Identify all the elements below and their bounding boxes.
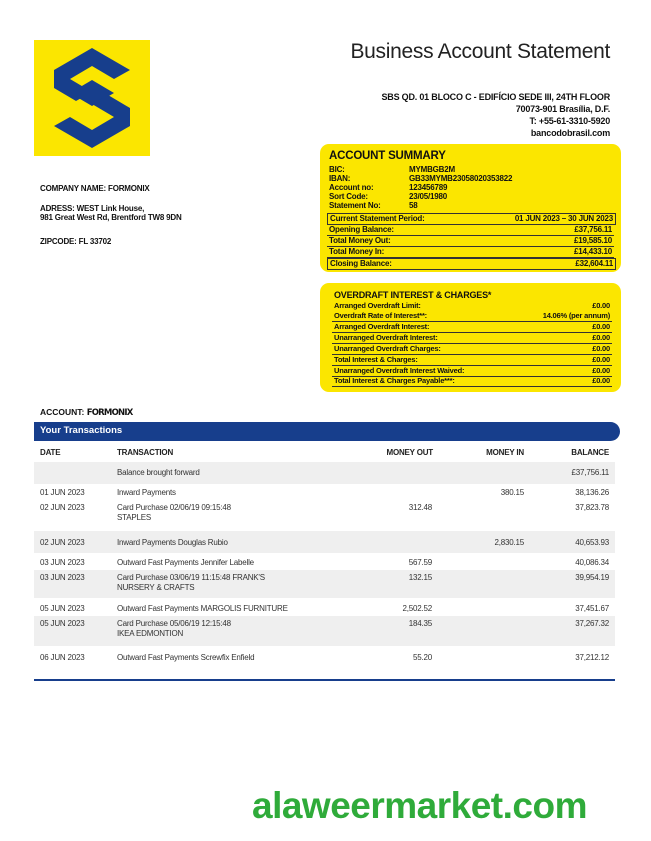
row-money-out: 2,502.52	[402, 604, 432, 613]
summary-detail-value: GB33MYMB23058020353822	[409, 174, 513, 183]
row-money-in: 380.15	[500, 488, 524, 497]
document-title: Business Account Statement	[350, 40, 610, 63]
overdraft-row	[332, 311, 612, 322]
overdraft-row	[332, 344, 612, 355]
row-description-line2: NURSERY & CRAFTS	[117, 583, 195, 592]
row-balance: 40,086.34	[575, 558, 609, 567]
summary-row-label: Opening Balance:	[329, 225, 394, 234]
overdraft-row-value: £0.00	[592, 376, 610, 385]
overdraft-row-value: £0.00	[592, 322, 610, 331]
summary-row-value: £19,585.10	[573, 236, 612, 245]
watermark: alaweermarket.com	[252, 785, 587, 826]
row-money-out: 567.59	[408, 558, 432, 567]
overdraft-row-label: Total Interest & Charges:	[334, 355, 418, 364]
row-balance: 37,451.67	[575, 604, 609, 613]
summary-row-label: Closing Balance:	[330, 259, 392, 268]
table-row	[34, 555, 615, 570]
table-bottom-rule	[34, 679, 615, 681]
overdraft-heading: OVERDRAFT INTEREST & CHARGES*	[334, 290, 492, 300]
row-money-out: 184.35	[408, 619, 432, 628]
summary-detail-value: 58	[409, 201, 418, 210]
row-money-out: 55.20	[412, 653, 432, 662]
row-balance: 37,212.12	[575, 653, 609, 662]
bank-phone: T: +55-61-3310-5920	[529, 116, 610, 126]
row-description-line2: STAPLES	[117, 513, 152, 522]
overdraft-row-label: Total Interest & Charges Payable***:	[334, 376, 455, 385]
row-date: 03 JUN 2023	[40, 558, 85, 567]
summary-row	[327, 258, 616, 270]
row-balance: £37,756.11	[571, 468, 609, 477]
table-row	[34, 500, 615, 530]
column-header-transaction: TRANSACTION	[117, 448, 174, 457]
account-label: ACCOUNT:	[40, 407, 87, 417]
summary-row	[327, 247, 614, 258]
account-summary-box	[320, 144, 621, 272]
column-header-money-out: MONEY OUT	[386, 448, 433, 457]
summary-row-value: £32,604.11	[575, 259, 613, 268]
overdraft-row	[332, 355, 612, 366]
row-date: 03 JUN 2023	[40, 573, 85, 582]
row-description: Outward Fast Payments Screwfix Enfield	[117, 653, 255, 662]
account-line	[40, 407, 132, 418]
table-row	[34, 462, 615, 484]
summary-row	[327, 225, 614, 236]
overdraft-row-label: Unarranged Overdraft Interest Waived:	[334, 366, 465, 375]
row-description-line2: IKEA EDMONTION	[117, 629, 184, 638]
overdraft-row-label: Unarranged Overdraft Interest:	[334, 333, 438, 342]
column-header-money-in: MONEY IN	[486, 448, 524, 457]
summary-detail-label: IBAN:	[329, 174, 351, 183]
row-description: Card Purchase 02/06/19 09:15:48	[117, 503, 231, 512]
table-row	[34, 601, 615, 616]
table-row	[34, 485, 615, 500]
row-date: 05 JUN 2023	[40, 604, 85, 613]
overdraft-row-label: Unarranged Overdraft Charges:	[334, 344, 441, 353]
row-money-out: 132.15	[408, 573, 432, 582]
summary-row	[327, 236, 614, 247]
row-date: 01 JUN 2023	[40, 488, 85, 497]
banco-do-brasil-logo-icon	[34, 40, 150, 156]
summary-row-value: £14,433.10	[573, 247, 612, 256]
summary-detail	[329, 165, 455, 174]
summary-detail-label: Account no:	[329, 183, 374, 192]
row-balance: 38,136.26	[575, 488, 609, 497]
row-description: Inward Payments Douglas Rubio	[117, 538, 228, 547]
row-date: 02 JUN 2023	[40, 538, 85, 547]
overdraft-charges-box	[320, 283, 621, 392]
company-zipcode: ZIPCODE: FL 33702	[40, 237, 112, 246]
row-date: 05 JUN 2023	[40, 619, 85, 628]
summary-detail	[329, 201, 418, 210]
summary-detail-value: 23/05/1980	[409, 192, 448, 201]
overdraft-row-value: £0.00	[592, 301, 610, 310]
overdraft-row-value: £0.00	[592, 355, 610, 364]
row-balance: 37,823.78	[575, 503, 609, 512]
company-address-line2: 981 Great West Rd, Brentford TW8 9DN	[40, 213, 182, 222]
table-row	[34, 616, 615, 646]
row-balance: 40,653.93	[575, 538, 609, 547]
company-name: COMPANY NAME: FORMONIX	[40, 184, 150, 193]
row-balance: 37,267.32	[575, 619, 609, 628]
summary-detail-value: MYMBGB2M	[409, 165, 455, 174]
summary-row-value: £37,756.11	[574, 225, 612, 234]
overdraft-row-label: Arranged Overdraft Interest:	[334, 322, 430, 331]
overdraft-row	[332, 333, 612, 344]
summary-detail	[329, 192, 448, 201]
column-header-date: DATE	[40, 448, 61, 457]
overdraft-row-label: Arranged Overdraft Limit:	[334, 301, 421, 310]
account-summary-heading: ACCOUNT SUMMARY	[329, 150, 446, 162]
row-description: Card Purchase 03/06/19 11:15:48 FRANK'S	[117, 573, 265, 582]
summary-detail-label: Statement No:	[329, 201, 381, 210]
summary-detail-label: Sort Code:	[329, 192, 368, 201]
bank-address-line: 70073-901 Brasília, D.F.	[515, 104, 610, 114]
row-balance: 39,954.19	[575, 573, 609, 582]
account-name: FORMONIX	[86, 408, 133, 418]
overdraft-row-value: £0.00	[592, 366, 610, 375]
overdraft-row-value: £0.00	[592, 333, 610, 342]
overdraft-row-value: 14.06% (per annum)	[542, 311, 610, 320]
table-row	[34, 570, 615, 598]
row-money-out: 312.48	[408, 503, 432, 512]
summary-row-label: Total Money Out:	[329, 236, 391, 245]
overdraft-row-label: Overdraft Rate of Interest**:	[334, 311, 427, 320]
table-row	[34, 531, 615, 553]
overdraft-row	[332, 301, 612, 311]
row-money-in: 2,830.15	[494, 538, 524, 547]
row-description: Balance brought forward	[117, 468, 200, 477]
bank-website: bancodobrasil.com	[530, 128, 610, 138]
overdraft-row	[332, 322, 612, 333]
overdraft-row	[332, 376, 612, 387]
summary-row-label: Current Statement Period:	[330, 214, 425, 223]
summary-detail	[329, 183, 448, 192]
transactions-title: Your Transactions	[40, 425, 123, 436]
bank-address-line: SBS QD. 01 BLOCO C - EDIFÍCIO SEDE III, 24TH FLOOR	[381, 92, 610, 102]
summary-detail-label: BIC:	[329, 165, 345, 174]
summary-row	[327, 213, 616, 225]
summary-detail	[329, 174, 513, 183]
summary-row-value: 01 JUN 2023 – 30 JUN 2023	[514, 214, 613, 223]
row-description: Card Purchase 05/06/19 12:15:48	[117, 619, 231, 628]
row-date: 02 JUN 2023	[40, 503, 85, 512]
table-row	[34, 650, 615, 666]
row-description: Inward Payments	[117, 488, 176, 497]
row-date: 06 JUN 2023	[40, 653, 85, 662]
company-address-line1: ADRESS: WEST Link House,	[40, 204, 145, 213]
row-description: Outward Fast Payments Jennifer Labelle	[117, 558, 254, 567]
summary-detail-value: 123456789	[409, 183, 448, 192]
transactions-header-bar	[34, 422, 620, 441]
overdraft-row-value: £0.00	[592, 344, 610, 353]
row-description: Outward Fast Payments MARGOLIS FURNITURE	[117, 604, 288, 613]
bank-logo	[34, 40, 150, 156]
summary-row-label: Total Money In:	[329, 247, 385, 256]
column-header-balance: BALANCE	[571, 448, 609, 457]
